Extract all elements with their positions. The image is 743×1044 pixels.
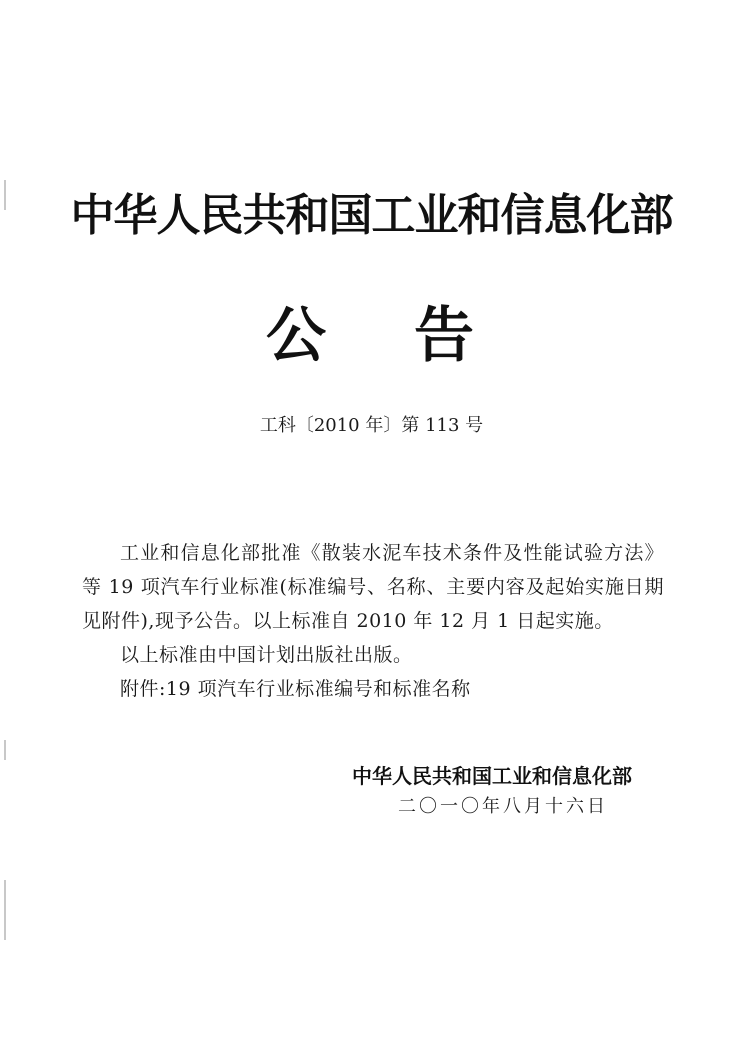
- announcement-heading: [0, 296, 743, 376]
- signature-date: 二〇一〇年八月十六日: [398, 796, 608, 817]
- body-paragraph-main: 工业和信息化部批准《散装水泥车技术条件及性能试验方法》等 19 项汽车行业标准(标准编号、名称、主要内容及起始实施日期见附件),现予公告。以上标准自 2010 年 12 月 1 日起实施。: [82, 542, 664, 632]
- signature-block: [352, 760, 652, 822]
- issuing-organization-title: 中华人民共和国工业和信息化部: [70, 190, 673, 241]
- scan-edge-mark: [4, 880, 6, 940]
- announcement-char-2: 告: [414, 301, 474, 371]
- announcement-char-1: 公: [266, 301, 326, 371]
- document-number: 工科〔2010 年〕第 113 号: [259, 415, 484, 436]
- body-paragraph-publisher: 以上标准由中国计划出版社出版。: [120, 644, 413, 666]
- body-paragraph-attachment: 附件:19 项汽车行业标准编号和标准名称: [120, 678, 471, 700]
- body-text: [82, 536, 664, 706]
- signature-organization: 中华人民共和国工业和信息化部: [352, 764, 632, 788]
- scan-edge-mark: [4, 740, 6, 760]
